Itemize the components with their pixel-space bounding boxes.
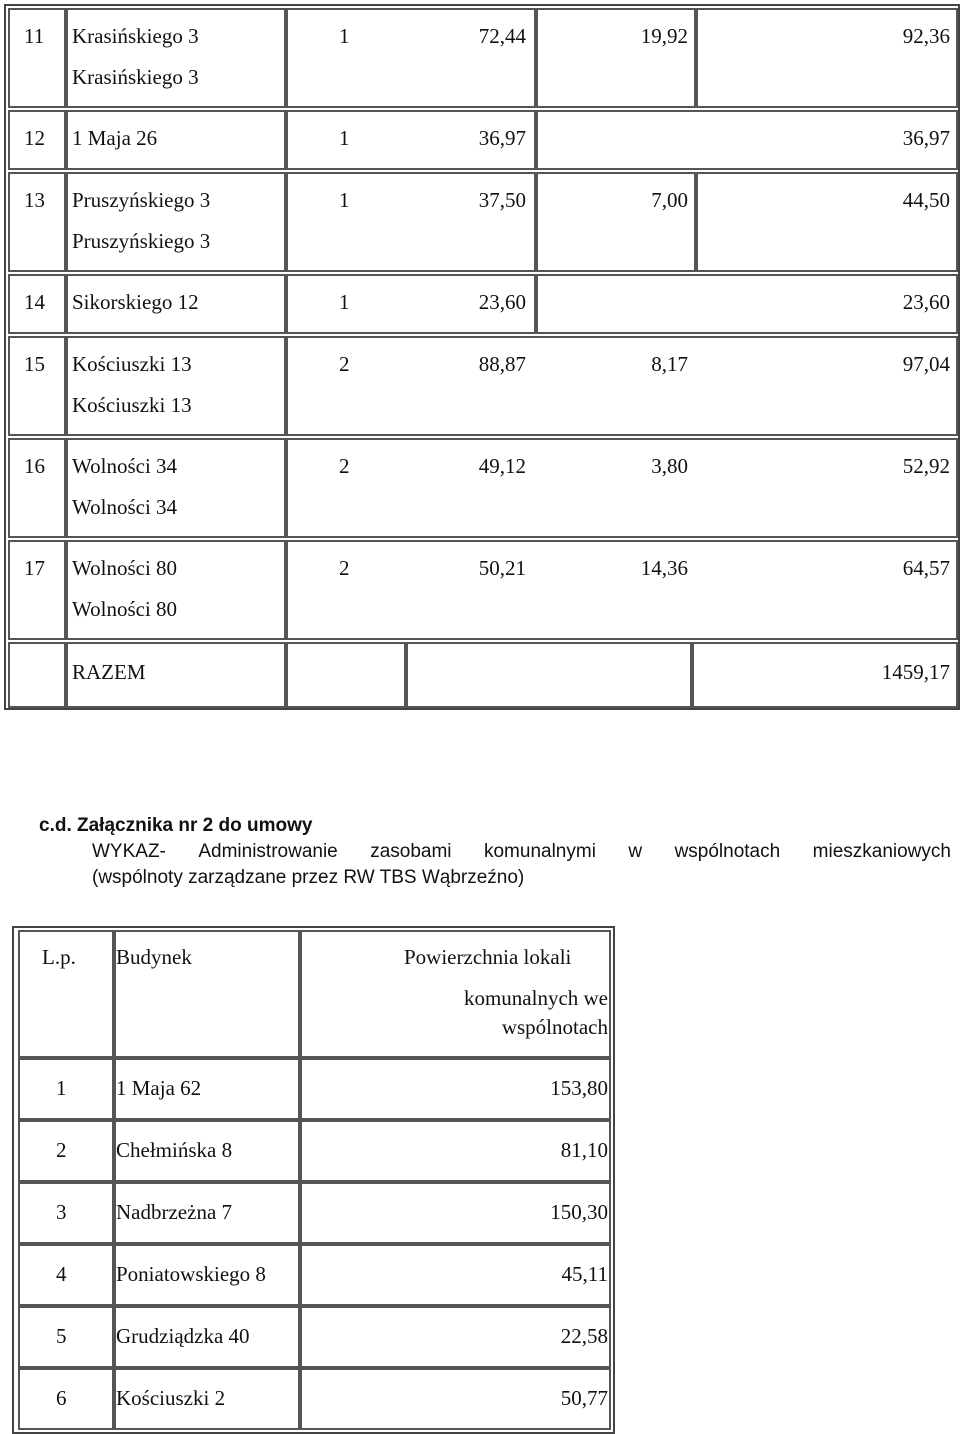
cell-total [696, 8, 958, 108]
annex-title: c.d. Załącznika nr 2 do umowy [39, 815, 313, 836]
cell-values [286, 540, 958, 640]
row-building: Poniatowskiego 8 [116, 1262, 266, 1286]
cell-lp [8, 438, 66, 538]
row-address-2: Wolności 80 [72, 597, 178, 621]
cell-count [286, 172, 536, 272]
row-area-a: 23,60 [478, 290, 526, 314]
wykaz-word: mieszkaniowych [812, 841, 951, 862]
row-total: 36,97 [902, 126, 950, 150]
row-address-2: Pruszyńskiego 3 [72, 229, 211, 253]
row-area-b: 19,92 [640, 24, 688, 48]
cell-lp [18, 1058, 116, 1120]
row-address: Pruszyńskiego 3 [72, 188, 211, 212]
cell-address [66, 540, 286, 640]
row-lp: 12 [24, 126, 45, 150]
row-building: 1 Maja 62 [116, 1076, 202, 1100]
row-address-2: Krasińskiego 3 [72, 65, 199, 89]
cell-address [66, 336, 286, 436]
row-area: 22,58 [560, 1324, 608, 1348]
cell-lp [8, 8, 66, 108]
row-building: Nadbrzeżna 7 [116, 1200, 233, 1224]
top-table [4, 4, 960, 710]
cell-lp [18, 1120, 116, 1182]
row-address-2: Wolności 34 [72, 495, 178, 519]
cell-lp [8, 336, 66, 436]
row-building: Grudziądzka 40 [116, 1324, 250, 1348]
row-area: 81,10 [560, 1138, 608, 1162]
row-count: 2 [339, 454, 350, 478]
row-lp: 15 [24, 352, 45, 376]
row-count: 2 [339, 556, 350, 580]
wykaz-word: Administrowanie [198, 841, 338, 862]
row-area-a: 88,87 [478, 352, 526, 376]
row-area-b: 7,00 [651, 188, 688, 212]
header-area-line3: wspólnotach [501, 1015, 608, 1039]
header-lp: L.p. [42, 945, 76, 969]
row-area-b: 3,80 [651, 454, 688, 478]
row-building: Chełmińska 8 [116, 1138, 233, 1162]
cell-lp [18, 1182, 116, 1244]
row-address: Kościuszki 13 [72, 352, 192, 376]
row-area-b: 14,36 [640, 556, 688, 580]
row-total: 97,04 [902, 352, 950, 376]
row-area-b: 8,17 [651, 352, 688, 376]
cell-lp [18, 1306, 116, 1368]
cell-total [696, 172, 958, 272]
wykaz-word: WYKAZ- [92, 841, 166, 862]
wykaz-word: komunalnymi [483, 841, 596, 862]
row-count: 2 [339, 352, 350, 376]
row-address: Wolności 34 [72, 454, 178, 478]
row-area-a: 36,97 [478, 126, 526, 150]
row-lp: 2 [56, 1138, 67, 1162]
row-area-a: 50,21 [478, 556, 526, 580]
total-cell-empty [8, 642, 66, 708]
header-area-line1: Powierzchnia lokali [404, 945, 572, 969]
wykaz-subtitle: (wspólnoty zarządzane przez RW TBS Wąbrzeźno) [92, 867, 525, 888]
row-total: 52,92 [902, 454, 950, 478]
cell-address [66, 172, 286, 272]
row-total: 64,57 [902, 556, 950, 580]
header-area-line2: komunalnych we [463, 986, 608, 1010]
row-address: Wolności 80 [72, 556, 178, 580]
cell-lp [8, 540, 66, 640]
cell-area-b [536, 8, 696, 108]
wykaz-word: wspólnotach [674, 841, 781, 862]
row-address: Krasińskiego 3 [72, 24, 199, 48]
total-cell-gap [286, 642, 406, 708]
row-total: 92,36 [902, 24, 950, 48]
total-cell-gap2 [406, 642, 692, 708]
total-value: 1459,17 [881, 660, 950, 684]
row-address-2: Kościuszki 13 [72, 393, 192, 417]
row-area-a: 72,44 [478, 24, 526, 48]
cell-values [286, 438, 958, 538]
row-lp: 16 [24, 454, 45, 478]
cell-lp [18, 1244, 116, 1306]
row-count: 1 [339, 24, 350, 48]
row-area: 45,11 [561, 1262, 608, 1286]
row-lp: 6 [56, 1386, 67, 1410]
total-label: RAZEM [72, 660, 146, 684]
bottom-table [12, 926, 615, 1434]
row-count: 1 [339, 188, 350, 212]
row-total: 23,60 [902, 290, 950, 314]
cell-address [66, 8, 286, 108]
row-total: 44,50 [902, 188, 950, 212]
row-count: 1 [339, 290, 350, 314]
row-area-a: 49,12 [478, 454, 526, 478]
row-area-a: 37,50 [478, 188, 526, 212]
row-area: 150,30 [550, 1200, 608, 1224]
row-lp: 14 [24, 290, 45, 314]
row-area: 153,80 [550, 1076, 608, 1100]
cell-address [66, 438, 286, 538]
row-lp: 11 [24, 24, 45, 48]
row-area: 50,77 [560, 1386, 608, 1410]
caption-block [39, 815, 951, 889]
cell-count [286, 8, 536, 108]
row-address: Sikorskiego 12 [72, 290, 199, 314]
row-lp: 4 [56, 1262, 67, 1286]
cell-area-b [536, 172, 696, 272]
wykaz-word: w [628, 841, 643, 862]
row-address: 1 Maja 26 [72, 126, 158, 150]
row-lp: 1 [56, 1076, 67, 1100]
header-building: Budynek [116, 945, 192, 969]
cell-values [286, 336, 958, 436]
row-building: Kościuszki 2 [116, 1386, 226, 1410]
row-lp: 3 [56, 1200, 67, 1224]
cell-lp [8, 172, 66, 272]
row-lp: 17 [24, 556, 45, 580]
row-lp: 13 [24, 188, 45, 212]
wykaz-line [92, 841, 951, 863]
wykaz-word: zasobami [370, 841, 452, 862]
row-count: 1 [339, 126, 350, 150]
cell-lp [18, 1368, 116, 1430]
row-lp: 5 [56, 1324, 67, 1348]
